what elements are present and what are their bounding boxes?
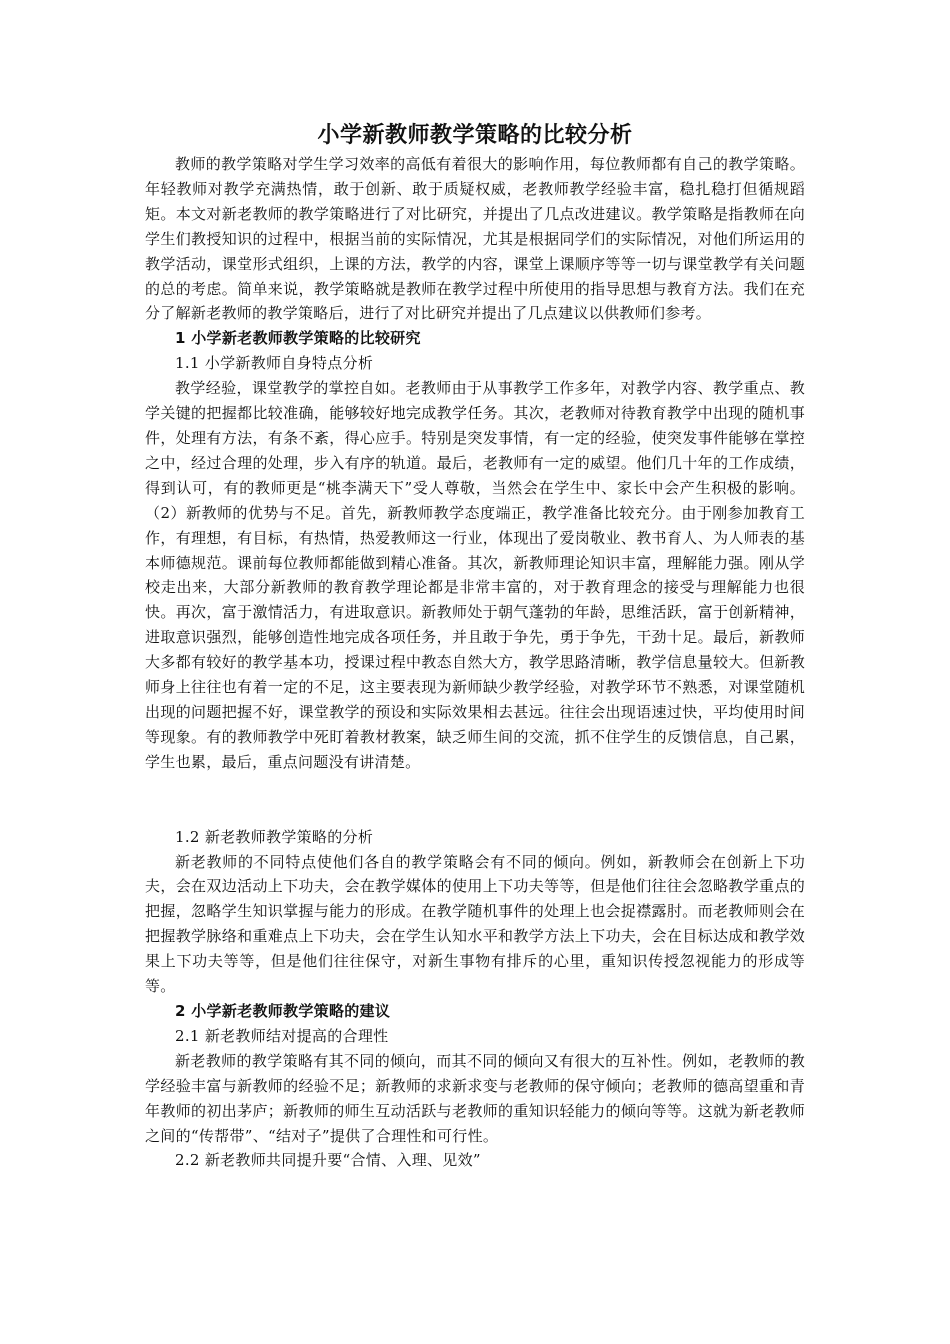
section-1-heading: 1 小学新老教师教学策略的比较研究 [175,329,421,348]
document-page [145,118,805,1173]
section-1-2-heading: 1.2 新老教师教学策略的分析 [175,827,374,846]
section-2-2-heading: 2.2 新老教师共同提升要“合情、入理、见效” [175,1151,481,1170]
intro-paragraph: 教师的教学策略对学生学习效率的高低有着很大的影响作用，每位教师都有自己的教学策略。年轻教师对教学充满热情，敢于创新、敢于质疑权威，老教师教学经验丰富，稳扎稳打但循规蹈矩。本文对新老教师的教学策略进行了对比研究，并提出了几点改进建议。教学策略是指教师在向学生们教授知识的过程中，根据当前的实际情况，尤其是根据同学们的实际情况，对他们所运用的教学活动，课堂形式组织，上课的方法，教学的内容，课堂上课顺序等等一切与课堂教学有关问题的总的考虑。简单来说，教学策略就是教师在教学过程中所使用的指导思想与教育方法。我们在充分了解新老教师的教学策略后，进行了对比研究并提出了几点建议以供教师们参考。 [145,155,805,323]
section-2-1-heading: 2.1 新老教师结对提高的合理性 [175,1026,389,1045]
blank-gap [145,775,805,825]
section-1-1-heading: 1.1 小学新教师自身特点分析 [175,354,374,373]
section-2-heading: 2 小学新老教师教学策略的建议 [175,1002,391,1020]
section-2-1-body: 新老教师的教学策略有其不同的倾向，而其不同的倾向又有很大的互补性。例如，老教师的教学经验丰富与新教师的经验不足；新教师的求新求变与老教师的保守倾向；老教师的德高望重和青年教师的初出茅庐；新教师的师生互动活跃与老教师的重知识轻能力的倾向等等。这就为新老教师之间的“传帮带”、“结对子”提供了合理性和可行性。 [145,1051,805,1145]
document-title: 小学新教师教学策略的比较分析 [317,122,633,148]
section-1-1-body: 教学经验，课堂教学的掌控自如。老教师由于从事教学工作多年，对教学内容、教学重点、教学关键的把握都比较准确，能够较好地完成教学任务。其次，老教师对待教育教学中出现的随机事件，处理有方法，有条不紊，得心应手。特别是突发事情，有一定的经验，使突发事件能够在掌控之中，经过合理的处理，步入有序的轨道。最后，老教师有一定的威望。他们几十年的工作成绩，得到认可，有的教师更是“桃李满天下”受人尊敬，当然会在学生中、家长中会产生积极的影响。（2）新教师的优势与不足。首先，新教师教学态度端正，教学准备比较充分。由于刚参加教育工作，有理想，有目标，有热情，热爱教师这一行业，体现出了爱岗敬业、教书育人、为人师表的基本师德规范。课前每位教师都能做到精心准备。其次，新教师理论知识丰富，理解能力强。刚从学校走出来，大部分新教师的教育教学理论都是非常丰富的，对于教育理念的接受与理解能力也很快。再次，富于激情活力，有进取意识。新教师处于朝气蓬勃的年龄，思维活跃，富于创新精神，进取意识强烈，能够创造性地完成各项任务，并且敢于争先，勇于争先，干劲十足。最后，新教师大多都有较好的教学基本功，授课过程中教态自然大方，教学思路清晰，教学信息量较大。但新教师身上往往也有着一定的不足，这主要表现为新师缺少教学经验，对教学环节不熟悉，对课堂随机出现的问题把握不好，课堂教学的预设和实际效果相去甚远。往往会出现语速过快，平均使用时间等现象。有的教师教学中死盯着教材教案，缺乏师生间的交流，抓不住学生的反馈信息，自己累，学生也累，最后，重点问题没有讲清楚。 [145,379,805,771]
section-1-2-body: 新老教师的不同特点使他们各自的教学策略会有不同的倾向。例如，新教师会在创新上下功夫，会在双边活动上下功夫，会在教学媒体的使用上下功夫等等，但是他们往往会忽略教学重点的把握，忽略学生知识掌握与能力的形成。在教学随机事件的处理上也会捉襟露肘。而老教师则会在把握教学脉络和重难点上下功夫，会在学生认知水平和教学方法上下功夫，会在目标达成和教学效果上下功夫等等，但是他们往往保守，对新生事物有排斥的心里，重知识传授忽视能力的形成等等。 [145,852,805,996]
